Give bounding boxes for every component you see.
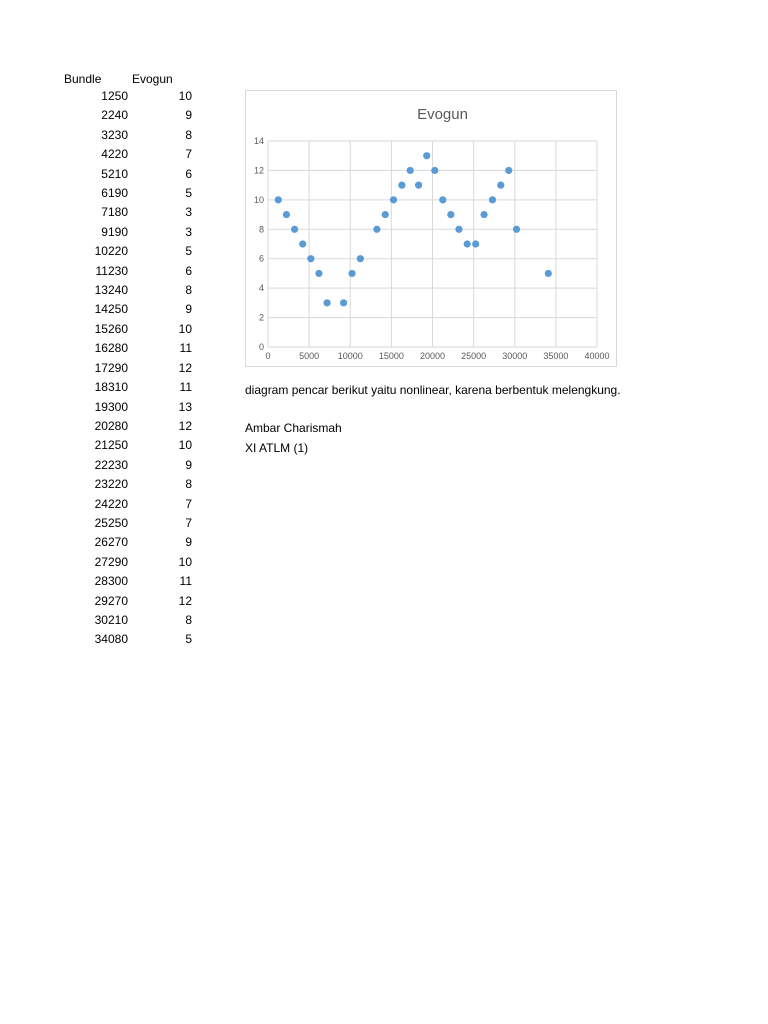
cell-evogun: 5 (185, 244, 192, 259)
x-tick-label: 5000 (299, 351, 320, 361)
cell-bundle: 29270 (94, 593, 128, 608)
cell-bundle: 27290 (94, 554, 128, 569)
header-evogun: Evogun (132, 72, 173, 86)
cell-bundle: 23220 (94, 477, 128, 492)
x-tick-label: 10000 (337, 351, 363, 361)
cell-evogun: 7 (185, 147, 192, 162)
y-tick-label: 0 (258, 342, 264, 352)
data-point (447, 211, 454, 218)
table-row (60, 300, 192, 319)
cell-evogun: 10 (178, 554, 192, 569)
x-tick-label: 35000 (543, 351, 569, 361)
table-row (60, 495, 192, 514)
cell-bundle: 25250 (94, 515, 128, 530)
data-point (340, 299, 347, 306)
table-row (60, 592, 192, 611)
table-row (60, 320, 192, 339)
cell-evogun: 11 (179, 380, 192, 395)
data-point (382, 211, 389, 218)
cell-bundle: 20280 (94, 418, 128, 433)
cell-bundle: 17290 (94, 360, 128, 375)
table-header-row (60, 71, 192, 87)
data-point (480, 211, 487, 218)
cell-bundle: 5210 (101, 166, 128, 181)
table-row (60, 417, 192, 436)
table-row (60, 87, 192, 106)
table-row (60, 436, 192, 455)
cell-evogun: 3 (185, 224, 192, 239)
cell-evogun: 6 (185, 166, 192, 181)
data-point (505, 167, 512, 174)
y-tick-label: 12 (253, 165, 264, 176)
cell-bundle: 22230 (94, 457, 128, 472)
table-row (60, 378, 192, 397)
cell-evogun: 13 (178, 399, 192, 414)
table-row (60, 262, 192, 281)
cell-evogun: 3 (185, 205, 192, 220)
cell-evogun: 8 (185, 127, 192, 142)
table-row (60, 533, 192, 552)
cell-bundle: 19300 (94, 399, 128, 414)
cell-evogun: 8 (185, 612, 192, 627)
cell-bundle: 34080 (94, 632, 128, 647)
data-point (455, 226, 462, 233)
table-row (60, 106, 192, 125)
cell-bundle: 11230 (95, 263, 128, 278)
data-point (407, 167, 414, 174)
data-point (307, 255, 314, 262)
conclusion-text: diagram pencar berikut yaitu nonlinear, karena berbentuk melengkung. (245, 383, 621, 397)
author-name: Ambar Charismah (245, 421, 342, 435)
table-row (60, 553, 192, 572)
cell-evogun: 12 (178, 360, 192, 375)
data-point (415, 182, 422, 189)
cell-evogun: 11 (179, 341, 192, 356)
cell-bundle: 1250 (101, 89, 128, 103)
table-row (60, 126, 192, 145)
cell-evogun: 9 (185, 302, 192, 317)
cell-bundle: 21250 (94, 438, 128, 453)
data-point (439, 196, 446, 203)
table-row (60, 145, 192, 164)
data-point (513, 226, 520, 233)
table-row (60, 203, 192, 222)
cell-evogun: 8 (185, 477, 192, 492)
data-point (398, 182, 405, 189)
cell-bundle: 2240 (101, 108, 128, 123)
header-bundle: Bundle (64, 72, 102, 86)
data-point (315, 270, 322, 277)
cell-evogun: 5 (185, 632, 192, 647)
data-point (357, 255, 364, 262)
table-row (60, 223, 192, 242)
cell-bundle: 24220 (94, 496, 128, 511)
cell-evogun: 9 (185, 535, 192, 550)
x-tick-label: 15000 (378, 351, 404, 361)
cell-bundle: 30210 (94, 612, 128, 627)
cell-evogun: 8 (185, 283, 192, 298)
table-row (60, 456, 192, 475)
y-tick-label: 8 (258, 224, 264, 235)
data-point (489, 196, 496, 203)
data-point (431, 167, 438, 174)
cell-evogun: 9 (185, 108, 192, 123)
table-row (60, 611, 192, 630)
x-tick-label: 0 (265, 351, 271, 361)
x-tick-label: 25000 (461, 351, 487, 361)
x-tick-label: 40000 (584, 351, 610, 361)
table-row (60, 242, 192, 261)
cell-bundle: 9190 (101, 224, 128, 239)
scatter-chart[interactable] (245, 90, 617, 367)
y-tick-label: 14 (253, 136, 264, 146)
table-row (60, 514, 192, 533)
cell-bundle: 7180 (101, 205, 128, 220)
table-row (60, 184, 192, 203)
cell-evogun: 9 (185, 457, 192, 472)
cell-bundle: 26270 (94, 535, 128, 550)
table-row (60, 398, 192, 417)
cell-bundle: 3230 (101, 127, 128, 142)
table-row (60, 165, 192, 184)
cell-evogun: 12 (178, 418, 192, 433)
data-point (497, 182, 504, 189)
cell-bundle: 4220 (101, 147, 128, 162)
cell-bundle: 6190 (101, 186, 128, 201)
y-tick-label: 2 (258, 312, 264, 323)
data-point (464, 240, 471, 247)
cell-bundle: 15260 (94, 321, 128, 336)
table-row (60, 572, 192, 591)
table-row (60, 281, 192, 300)
data-point (348, 270, 355, 277)
table-row (60, 359, 192, 378)
data-point (283, 211, 290, 218)
data-point (472, 240, 479, 247)
cell-evogun: 6 (185, 263, 192, 278)
data-point (390, 196, 397, 203)
class-name: XI ATLM (1) (245, 441, 309, 455)
cell-bundle: 10220 (94, 244, 128, 259)
cell-bundle: 14250 (94, 302, 128, 317)
cell-bundle: 28300 (94, 574, 128, 589)
cell-evogun: 5 (185, 186, 192, 201)
x-tick-label: 30000 (502, 351, 528, 361)
table-row (60, 475, 192, 494)
cell-bundle: 16280 (94, 341, 128, 356)
x-tick-label: 20000 (419, 351, 446, 361)
chart-title: Evogun (417, 106, 468, 123)
cell-bundle: 18310 (94, 380, 128, 395)
data-point (545, 270, 552, 277)
cell-evogun: 10 (178, 438, 192, 453)
data-point (275, 196, 282, 203)
cell-evogun: 10 (178, 89, 192, 103)
chart-canvas (246, 91, 618, 368)
y-tick-label: 6 (258, 253, 264, 264)
cell-evogun: 7 (185, 515, 192, 530)
cell-evogun: 10 (178, 321, 192, 336)
data-point (323, 299, 330, 306)
table-row (60, 630, 192, 649)
cell-evogun: 12 (178, 593, 192, 608)
data-table (60, 71, 192, 650)
data-point (291, 226, 298, 233)
cell-evogun: 11 (179, 574, 192, 589)
data-point (423, 152, 430, 159)
data-point (373, 226, 380, 233)
cell-bundle: 13240 (94, 283, 128, 298)
data-point (299, 240, 306, 247)
y-tick-label: 4 (258, 283, 264, 294)
table-body (60, 87, 192, 650)
cell-evogun: 7 (185, 496, 192, 511)
table-row (60, 339, 192, 358)
y-tick-label: 10 (253, 194, 264, 205)
